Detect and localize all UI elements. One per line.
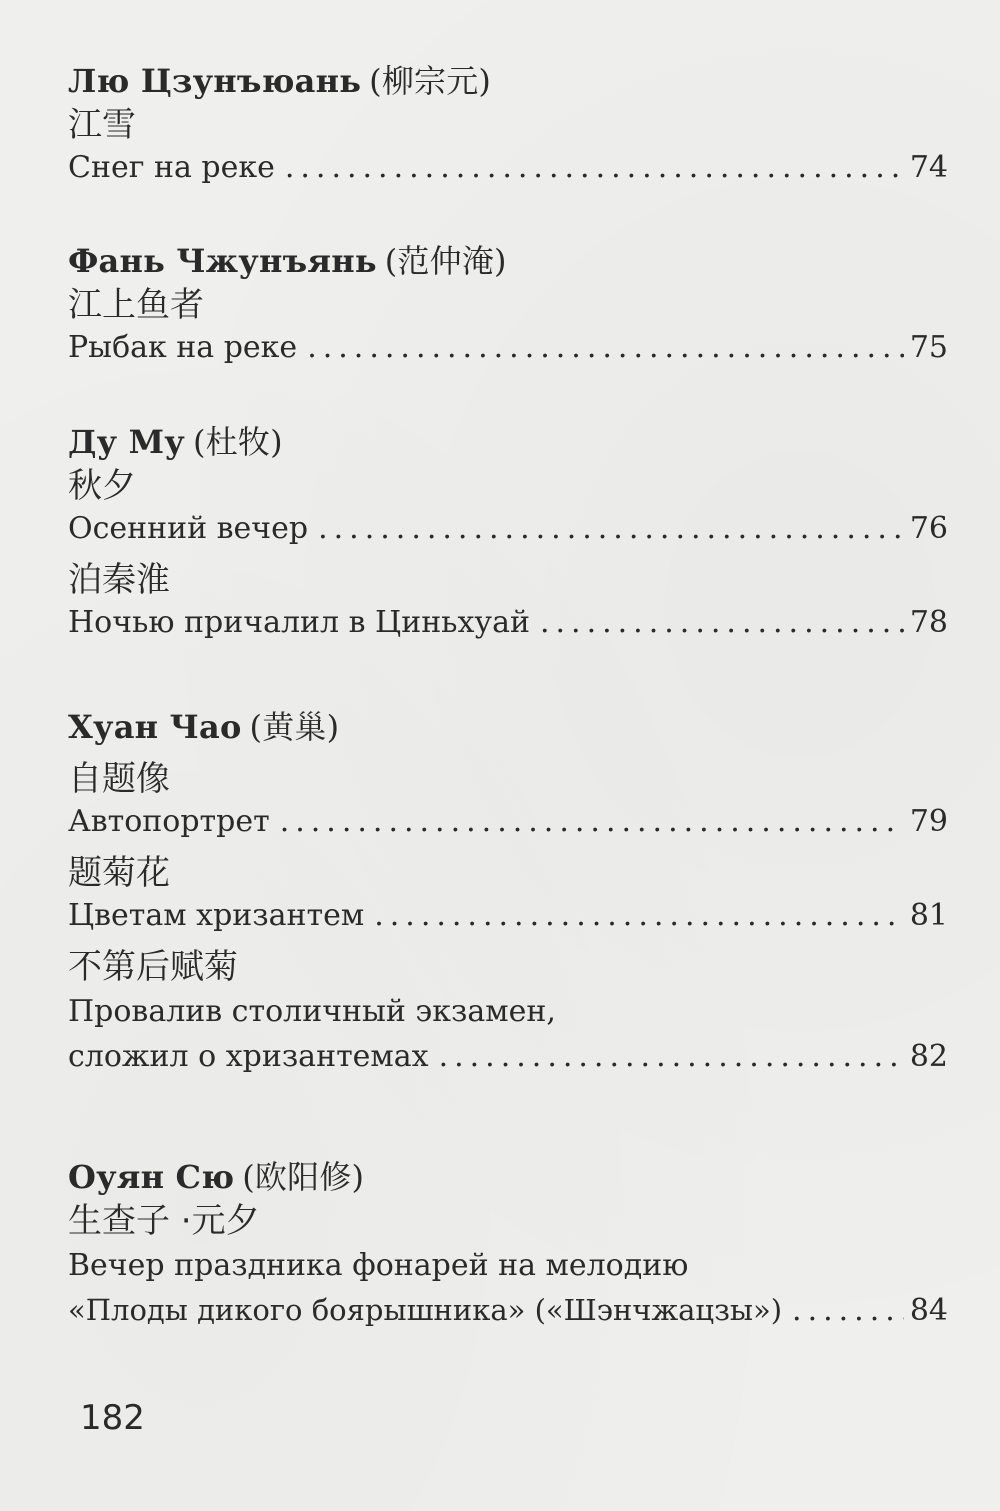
poem-chinese-title: 秋夕 [68,466,136,507]
page-number: 79 [909,803,948,839]
author-name: Лю Цзунъюань [68,62,362,100]
poem-title: Снег на реке [68,149,275,185]
page-number: 75 [909,329,948,365]
page-number: 84 [909,1293,948,1329]
page-number: 81 [909,897,948,933]
author-chinese-name: (范仲淹) [384,242,507,280]
page-number: 78 [909,604,948,640]
poem-title: Автопортрет [68,803,270,839]
page-number: 74 [909,149,948,185]
poem-chinese-title: 江上鱼者 [68,285,204,326]
toc-entry[interactable] [68,149,948,187]
dot-leader [280,803,904,841]
page-folio-number: 182 [80,1398,145,1438]
author-name: Фань Чжунъянь [68,242,377,280]
poem-title: сложил о хризантемах [68,1039,429,1075]
author-chinese-name: (杜牧) [192,423,283,461]
dot-leader [439,1038,904,1076]
toc-entry[interactable] [68,1038,948,1076]
poem-title: Осенний вечер [68,510,309,546]
author-chinese-name: (欧阳修) [242,1158,365,1196]
dot-leader [540,604,904,642]
author-heading [68,1158,948,1196]
poem-title: Цветам хризантем [68,897,365,933]
poem-chinese-title: 江雪 [68,105,136,146]
toc-entry[interactable] [68,510,948,548]
author-chinese-name: (柳宗元) [369,62,492,100]
toc-section-huang-chao [68,708,948,1076]
poem-chinese-title: 题菊花 [68,853,170,894]
author-name: Ду Му [68,423,185,461]
poem-chinese-title: 自题像 [68,759,170,800]
dot-leader [285,149,904,187]
toc-section-fan-zhongyan [68,242,948,366]
toc-section-liu-zongyuan [68,62,948,186]
toc-section-du-mu [68,423,948,641]
poem-chinese-title: 生查子 ·元夕 [68,1201,260,1242]
page-number: 76 [909,510,948,546]
toc-entry[interactable] [68,803,948,841]
poem-title: Ночью причалил в Циньхуай [68,604,530,640]
author-name: Хуан Чао [68,708,242,746]
author-heading [68,62,948,100]
toc-entry[interactable] [68,1292,948,1330]
dot-leader [318,510,904,548]
toc-entry[interactable] [68,329,948,367]
poem-chinese-title: 不第后赋菊 [68,947,238,988]
dot-leader [374,897,904,935]
poem-chinese-title: 泊秦淮 [68,560,170,601]
poem-title-first-line: Провалив столичный экзамен, [68,993,556,1029]
dot-leader [792,1292,904,1330]
author-heading [68,423,948,461]
poem-title: «Плоды дикого боярышника» («Шэнчжацзы») [68,1293,783,1328]
toc-entry[interactable] [68,897,948,935]
author-name: Оуян Сю [68,1158,235,1196]
poem-title-first-line: Вечер праздника фонарей на мелодию [68,1247,689,1283]
author-heading [68,708,948,746]
poem-title: Рыбак на реке [68,329,298,365]
dot-leader [307,329,904,367]
author-chinese-name: (黄巢) [249,708,340,746]
toc-section-ouyang-xiu [68,1158,948,1330]
author-heading [68,242,948,280]
toc-entry[interactable] [68,604,948,642]
page-number: 82 [909,1039,948,1075]
